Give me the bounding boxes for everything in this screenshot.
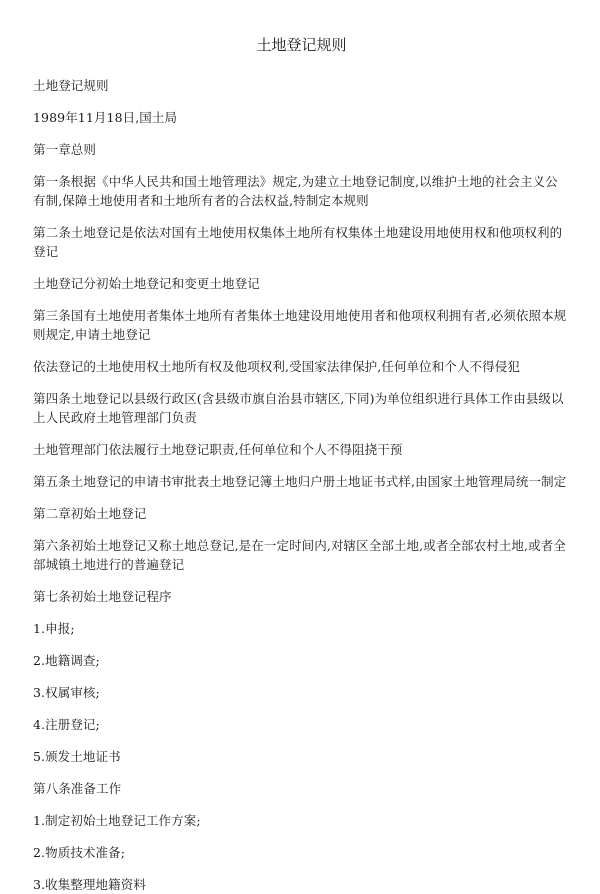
article-paragraph: 第二条土地登记是依法对国有土地使用权集体土地所有权集体土地建设用地使用权和他项权利的登记 bbox=[33, 225, 563, 259]
article-paragraph: 第三条国有土地使用者集体土地所有者集体土地建设用地使用者和他项权利拥有者,必须依照本规则规定,申请土地登记 bbox=[33, 308, 567, 342]
article-paragraph: 第五条土地登记的申请书审批表土地登记簿土地归户册土地证书式样,由国家土地管理局统一制定 bbox=[33, 474, 567, 489]
chapter-heading: 第二章初始土地登记 bbox=[33, 506, 147, 521]
article-paragraph: 第一条根据《中华人民共和国土地管理法》规定,为建立土地登记制度,以维护土地的社会主义公有制,保障土地使用者和土地所有者的合法权益,特制定本规则 bbox=[33, 174, 558, 208]
article-paragraph: 第八条准备工作 bbox=[33, 781, 122, 796]
article-paragraph: 第六条初始土地登记又称土地总登记,是在一定时间内,对辖区全部土地,或者全部农村土地,或者全部城镇土地进行的普遍登记 bbox=[33, 538, 566, 572]
list-item: 1.制定初始土地登记工作方案; bbox=[33, 813, 201, 828]
paragraph: 土地管理部门依法履行土地登记职责,任何单位和个人不得阻挠干预 bbox=[33, 442, 403, 457]
list-item: 5.颁发土地证书 bbox=[33, 749, 121, 764]
list-item: 3.收集整理地籍资料 bbox=[33, 877, 146, 892]
article-paragraph: 第七条初始土地登记程序 bbox=[33, 589, 172, 604]
paragraph: 1989年11月18日,国土局 bbox=[33, 110, 178, 125]
list-item: 2.地籍调查; bbox=[33, 653, 100, 668]
list-item: 2.物质技术准备; bbox=[33, 845, 126, 860]
paragraph: 依法登记的土地使用权土地所有权及他项权利,受国家法律保护,任何单位和个人不得侵犯 bbox=[33, 359, 520, 374]
paragraph: 土地登记分初始土地登记和变更土地登记 bbox=[33, 276, 260, 291]
list-item: 4.注册登记; bbox=[33, 717, 100, 732]
document-title: 土地登记规则 bbox=[256, 36, 347, 54]
chapter-heading: 第一章总则 bbox=[33, 142, 97, 157]
list-item: 1.申报; bbox=[33, 621, 75, 636]
article-paragraph: 第四条土地登记以县级行政区(含县级市旗自治县市辖区,下同)为单位组织进行具体工作由县级以上人民政府土地管理部门负责 bbox=[33, 391, 564, 425]
paragraph: 土地登记规则 bbox=[33, 78, 109, 93]
list-item: 3.权属审核; bbox=[33, 685, 100, 700]
